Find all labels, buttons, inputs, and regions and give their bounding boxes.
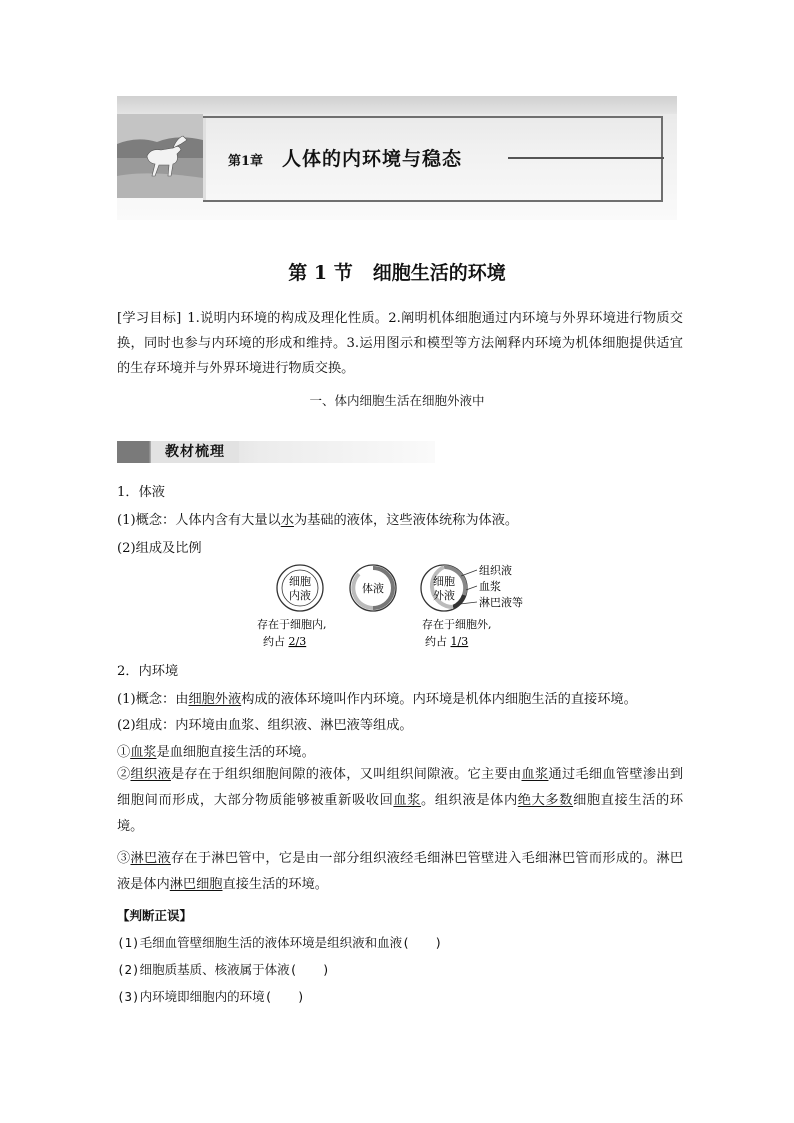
- intra-label-line1: 细胞: [289, 575, 311, 588]
- body-fluid-diagram: [257, 562, 557, 654]
- item1-concept: [117, 509, 518, 528]
- p1-marker: ①: [117, 745, 131, 760]
- section-heading: [0, 258, 794, 285]
- legend-tissue-fluid: 组织液: [479, 564, 512, 577]
- right-note-value: 1/3: [450, 635, 469, 648]
- right-note-prefix: 约占: [425, 635, 451, 648]
- judge-item-1: (1)毛细血管壁细胞生活的液体环境是组织液和血液( ): [117, 935, 443, 950]
- judge-title: 【判断正误】: [117, 908, 193, 923]
- item1-concept-underlined: 水: [280, 513, 294, 528]
- section-tag-label: 教材梳理: [151, 441, 239, 463]
- extra-label-line2: 外液: [433, 589, 455, 602]
- subheading-one: 一、体内细胞生活在细胞外液中: [309, 393, 485, 408]
- right-note-line2: [425, 634, 468, 648]
- chapter-number: 第1章: [228, 154, 264, 169]
- goals-text: 1.说明内环境的构成及理化性质。2.阐明机体细胞通过内环境与外界环境进行物质交换，同时也参与内环境的形成和维持。3.运用图示和模型等方法阐释内环境为机体细胞提供适宜的生存环境并与外界环境进行物质交换。: [117, 311, 683, 376]
- left-note-prefix: 约占: [263, 635, 289, 648]
- item2-point1: [117, 741, 315, 760]
- p2-underlined-2: 血浆: [521, 767, 549, 782]
- item1-title: 1．体液: [117, 485, 165, 500]
- item2-point3: [117, 846, 683, 898]
- horse-photo: [117, 114, 203, 198]
- p3-underlined-1: 淋巴液: [130, 851, 171, 866]
- item2-point2: [117, 762, 683, 840]
- left-note-line1: 存在于细胞内,: [257, 618, 327, 631]
- item2-concept-underlined: 细胞外液: [188, 692, 242, 707]
- p3-text-c: 直接生活的环境。: [222, 877, 328, 892]
- item1-composition: (2)组成及比例: [117, 541, 202, 556]
- p2-text-c: 通过毛细血管壁渗出到细胞间而形成，大部分物质能够被重新吸收回: [117, 767, 684, 808]
- p2-marker: ②: [117, 767, 131, 782]
- p2-underlined-1: 组织液: [130, 767, 171, 782]
- body-fluid-label: 体液: [362, 582, 384, 595]
- legend-plasma: 血浆: [479, 580, 501, 593]
- item2-concept-text-b: 构成的液体环境叫作内环境。内环境是机体内细胞生活的直接环境。: [241, 692, 637, 707]
- right-note-line1: 存在于细胞外,: [422, 618, 492, 631]
- left-note-line2: [263, 634, 306, 648]
- learning-goals: [117, 306, 683, 381]
- p3-underlined-2: 淋巴细胞: [169, 877, 223, 892]
- intracellular-circle: [277, 565, 323, 611]
- body-fluid-circle: [350, 565, 396, 611]
- intra-label-line2: 内液: [289, 589, 311, 602]
- p2-underlined-4: 绝大多数: [517, 793, 574, 808]
- p2-text-b: 是存在于组织细胞间隙的液体，又叫组织间隙液。它主要由: [170, 767, 522, 782]
- judge-item-3: (3)内环境即细胞内的环境( ): [117, 989, 305, 1004]
- judge-item-2: (2)细胞质基质、核液属于体液( ): [117, 962, 330, 977]
- item2-title: 2．内环境: [117, 664, 179, 679]
- left-note-value: 2/3: [288, 635, 307, 648]
- section-number: 第 1 节: [288, 262, 353, 284]
- extra-label-line1: 细胞: [433, 575, 455, 588]
- section-tag: [117, 441, 435, 463]
- leader-tissue: [461, 570, 477, 576]
- p1-underlined: 血浆: [130, 745, 157, 760]
- item1-concept-text-a: (1)概念：人体内含有大量以: [117, 513, 281, 528]
- p2-underlined-3: 血浆: [393, 793, 422, 808]
- p1-text: 是血细胞直接生活的环境。: [156, 745, 315, 760]
- item1-concept-text-b: 为基础的液体，这些液体统称为体液。: [293, 513, 519, 528]
- p3-text-b: 存在于淋巴管中，它是由一部分组织液经毛细淋巴管壁进入毛细淋巴管而形成的。淋巴液是体内: [117, 851, 684, 892]
- item2-composition: (2)组成：内环境由血浆、组织液、淋巴液等组成。: [117, 718, 413, 733]
- chapter-rule: [508, 157, 664, 159]
- p2-text-e: 细胞直接生活的环境。: [117, 793, 684, 834]
- item2-concept: [117, 688, 637, 707]
- goals-label: [学习目标]: [117, 311, 182, 326]
- banner-top-band: [117, 96, 677, 114]
- legend-lymph: 淋巴液等: [479, 596, 523, 609]
- p3-marker: ③: [117, 851, 131, 866]
- section-title: 细胞生活的环境: [372, 262, 506, 284]
- p2-text-d: 。组织液是体内: [421, 793, 518, 808]
- chapter-title: 人体的内环境与稳态: [282, 148, 463, 170]
- item2-concept-text-a: (1)概念：由: [117, 692, 189, 707]
